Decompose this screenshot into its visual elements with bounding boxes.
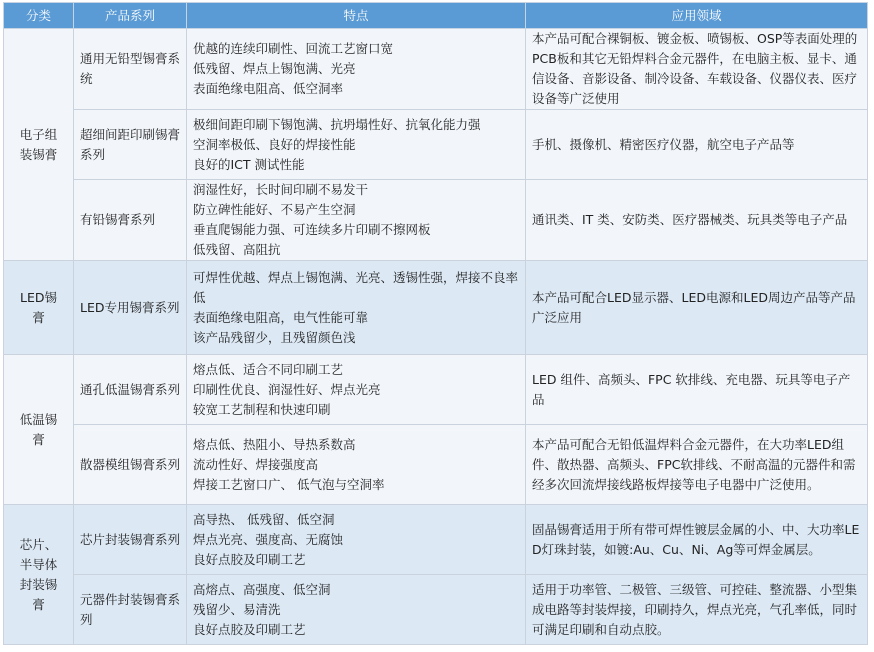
series-cell: 通孔低温锡膏系列 <box>74 355 187 425</box>
table-row <box>4 180 868 261</box>
category-cell <box>4 505 74 645</box>
table-row <box>4 110 868 180</box>
category-label: 低温锡膏 <box>19 411 58 447</box>
header-category: 分类 <box>4 3 74 29</box>
features-cell <box>187 505 526 575</box>
feature-line: 残留少、易清洗 <box>193 601 281 617</box>
series-cell: 通用无铅型锡膏系统 <box>74 29 187 110</box>
feature-line: 高导热、 低残留、低空洞 <box>193 511 335 527</box>
application-cell: 本产品可配合无铅低温焊料合金元器件，在大功率LED组件、散热器、高频头、FPC软排线、不耐高温的元器件和需经多次回流焊接线路板焊接等电子电器中广泛使用。 <box>526 425 868 505</box>
product-table <box>3 2 868 645</box>
feature-line: 表面绝缘电阻高，电气性能可靠 <box>193 309 369 325</box>
feature-line: 优越的连续印刷性、回流工艺窗口宽 <box>193 41 394 56</box>
application-cell: 通讯类、IT 类、安防类、医疗器械类、玩具类等电子产品 <box>526 180 868 261</box>
feature-line: 低残留、高阻抗 <box>193 242 281 257</box>
series-cell: 芯片封装锡膏系列 <box>74 505 187 575</box>
features-cell <box>187 261 526 355</box>
feature-line: 印刷性优良、润湿性好、焊点光亮 <box>193 381 381 397</box>
features-cell <box>187 29 526 110</box>
feature-line: 低残留、焊点上锡饱满、光亮 <box>193 61 356 76</box>
header-row <box>4 3 868 29</box>
category-cell <box>4 355 74 505</box>
series-cell: 超细间距印刷锡膏系列 <box>74 110 187 180</box>
feature-line: 表面绝缘电阻高、低空洞率 <box>193 81 344 96</box>
series-cell: 散器模组锡膏系列 <box>74 425 187 505</box>
feature-line: 流动性好、焊接强度高 <box>193 456 319 472</box>
feature-line: 良好点胶及印刷工艺 <box>193 551 306 567</box>
feature-line: 良好点胶及印刷工艺 <box>193 621 306 637</box>
application-cell: 手机、摄像机、精密医疗仪器，航空电子产品等 <box>526 110 868 180</box>
feature-line: 该产品残留少，且残留颜色浅 <box>193 329 356 345</box>
series-cell: 有铅锡膏系列 <box>74 180 187 261</box>
series-cell: 元器件封装锡膏系列 <box>74 575 187 645</box>
features-cell <box>187 355 526 425</box>
category-cell <box>4 29 74 261</box>
header-application: 应用领域 <box>526 3 868 29</box>
category-label: LED锡膏 <box>20 289 57 325</box>
table-row <box>4 575 868 645</box>
features-cell <box>187 110 526 180</box>
features-cell <box>187 425 526 505</box>
application-cell: 适用于功率管、二极管、三级管、可控硅、整流器、小型集成电路等封装焊接，印刷持久，焊点光亮，气孔率低，同时可满足印刷和自动点胶。 <box>526 575 868 645</box>
header-features: 特点 <box>187 3 526 29</box>
feature-line: 熔点低、适合不同印刷工艺 <box>193 361 344 377</box>
category-label: 芯片、半导体封装锡膏 <box>19 536 58 612</box>
feature-line: 空洞率极低、良好的焊接性能 <box>193 136 356 152</box>
feature-line: 垂直爬锡能力强、可连续多片印刷不擦网板 <box>193 222 431 237</box>
table-row <box>4 261 868 355</box>
feature-line: 焊接工艺窗口广、 低气泡与空洞率 <box>193 476 385 492</box>
feature-line: 良好的ICT 测试性能 <box>193 156 305 172</box>
feature-line: 高熔点、高强度、低空洞 <box>193 581 331 597</box>
feature-line: 可焊性优越、焊点上锡饱满、光亮、透锡性强，焊接不良率低 <box>193 269 519 305</box>
table-body <box>4 29 868 645</box>
feature-line: 润湿性好，长时间印刷不易发干 <box>193 182 369 197</box>
application-cell: 本产品可配合LED显示器、LED电源和LED周边产品等产品广泛应用 <box>526 261 868 355</box>
features-cell <box>187 575 526 645</box>
application-cell: LED 组件、高频头、FPC 软排线、充电器、玩具等电子产品 <box>526 355 868 425</box>
feature-line: 焊点光亮、强度高、无腐蚀 <box>193 531 344 547</box>
features-cell <box>187 180 526 261</box>
category-cell <box>4 261 74 355</box>
feature-line: 熔点低、热阻小、导热系数高 <box>193 436 356 452</box>
application-cell: 本产品可配合裸铜板、镀金板、喷锡板、OSP等表面处理的PCB板和其它无铅焊料合金元器件，在电脑主板、显卡、通信设备、音影设备、制冷设备、车载设备、仪器仪表、医疗设备等广泛使用 <box>526 29 868 110</box>
table-row <box>4 425 868 505</box>
table-row <box>4 29 868 110</box>
feature-line: 极细间距印刷下锡饱满、抗坍塌性好、抗氧化能力强 <box>193 116 481 132</box>
table-row <box>4 505 868 575</box>
feature-line: 较宽工艺制程和快速印刷 <box>193 401 331 417</box>
application-cell: 固晶锡膏适用于所有带可焊性镀层金属的小、中、大功率LED灯珠封装，如镀:Au、Cu、Ni、Ag等可焊金属层。 <box>526 505 868 575</box>
table-row <box>4 355 868 425</box>
feature-line: 防立碑性能好、不易产生空洞 <box>193 202 356 217</box>
category-label: 电子组装锡膏 <box>19 126 58 162</box>
series-cell: LED专用锡膏系列 <box>74 261 187 355</box>
header-series: 产品系列 <box>74 3 187 29</box>
